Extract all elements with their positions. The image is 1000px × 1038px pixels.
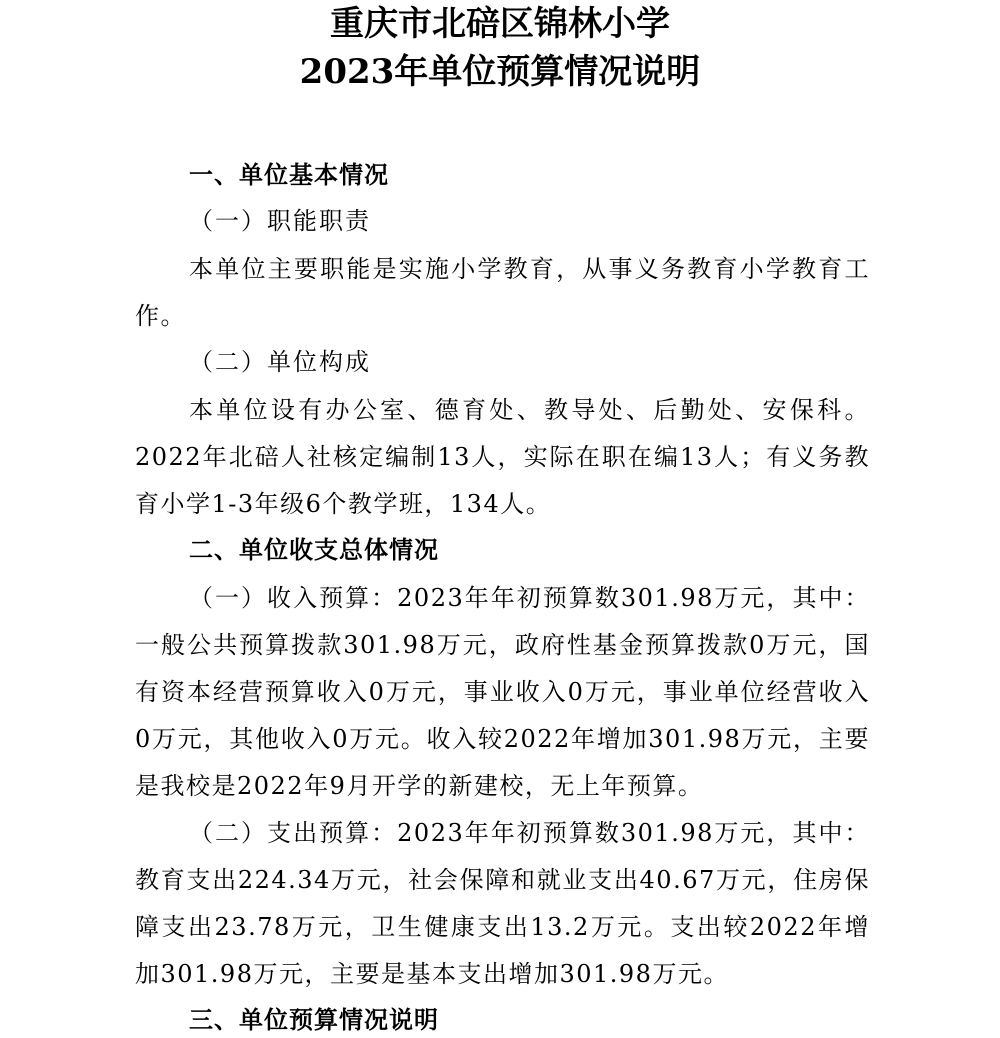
section-2-heading: 二、单位收支总体情况	[189, 536, 439, 564]
section-1-sub-1-text: 本单位主要职能是实施小学教育，从事义务教育小学教育工作。	[135, 255, 870, 330]
section-3-heading: 三、单位预算情况说明	[189, 1006, 439, 1034]
section-1-sub-2-heading: （二）单位构成	[189, 348, 371, 376]
document-title-line-1: 重庆市北碚区锦林小学	[330, 4, 670, 44]
section-1-sub-1-heading: （一）职能职责	[189, 207, 371, 235]
document-title-line-2: 2023年单位预算情况说明	[299, 52, 701, 92]
section-1-heading: 一、单位基本情况	[189, 161, 389, 189]
section-1-sub-2-text: 本单位设有办公室、德育处、教导处、后勤处、安保科。2022年北碚人社核定编制13人，实际在职在编13人；有义务教育小学1-3年级6个教学班，134人。	[135, 396, 870, 518]
section-2-expense-text: （二）支出预算：2023年年初预算数301.98万元，其中：教育支出224.34万元，社会保障和就业支出40.67万元，住房保障支出23.78万元，卫生健康支出13.2万元。支出较2022年增加301.98万元，主要是基本支出增加301.98万元。	[135, 819, 870, 988]
section-2-income-text: （一）收入预算：2023年年初预算数301.98万元，其中：一般公共预算拨款301.98万元，政府性基金预算拨款0万元，国有资本经营预算收入0万元，事业收入0万元，事业单位经营收入0万元，其他收入0万元。收入较2022年增加301.98万元，主要是我校是2022年9月开学的新建校，无上年预算。	[135, 584, 870, 800]
